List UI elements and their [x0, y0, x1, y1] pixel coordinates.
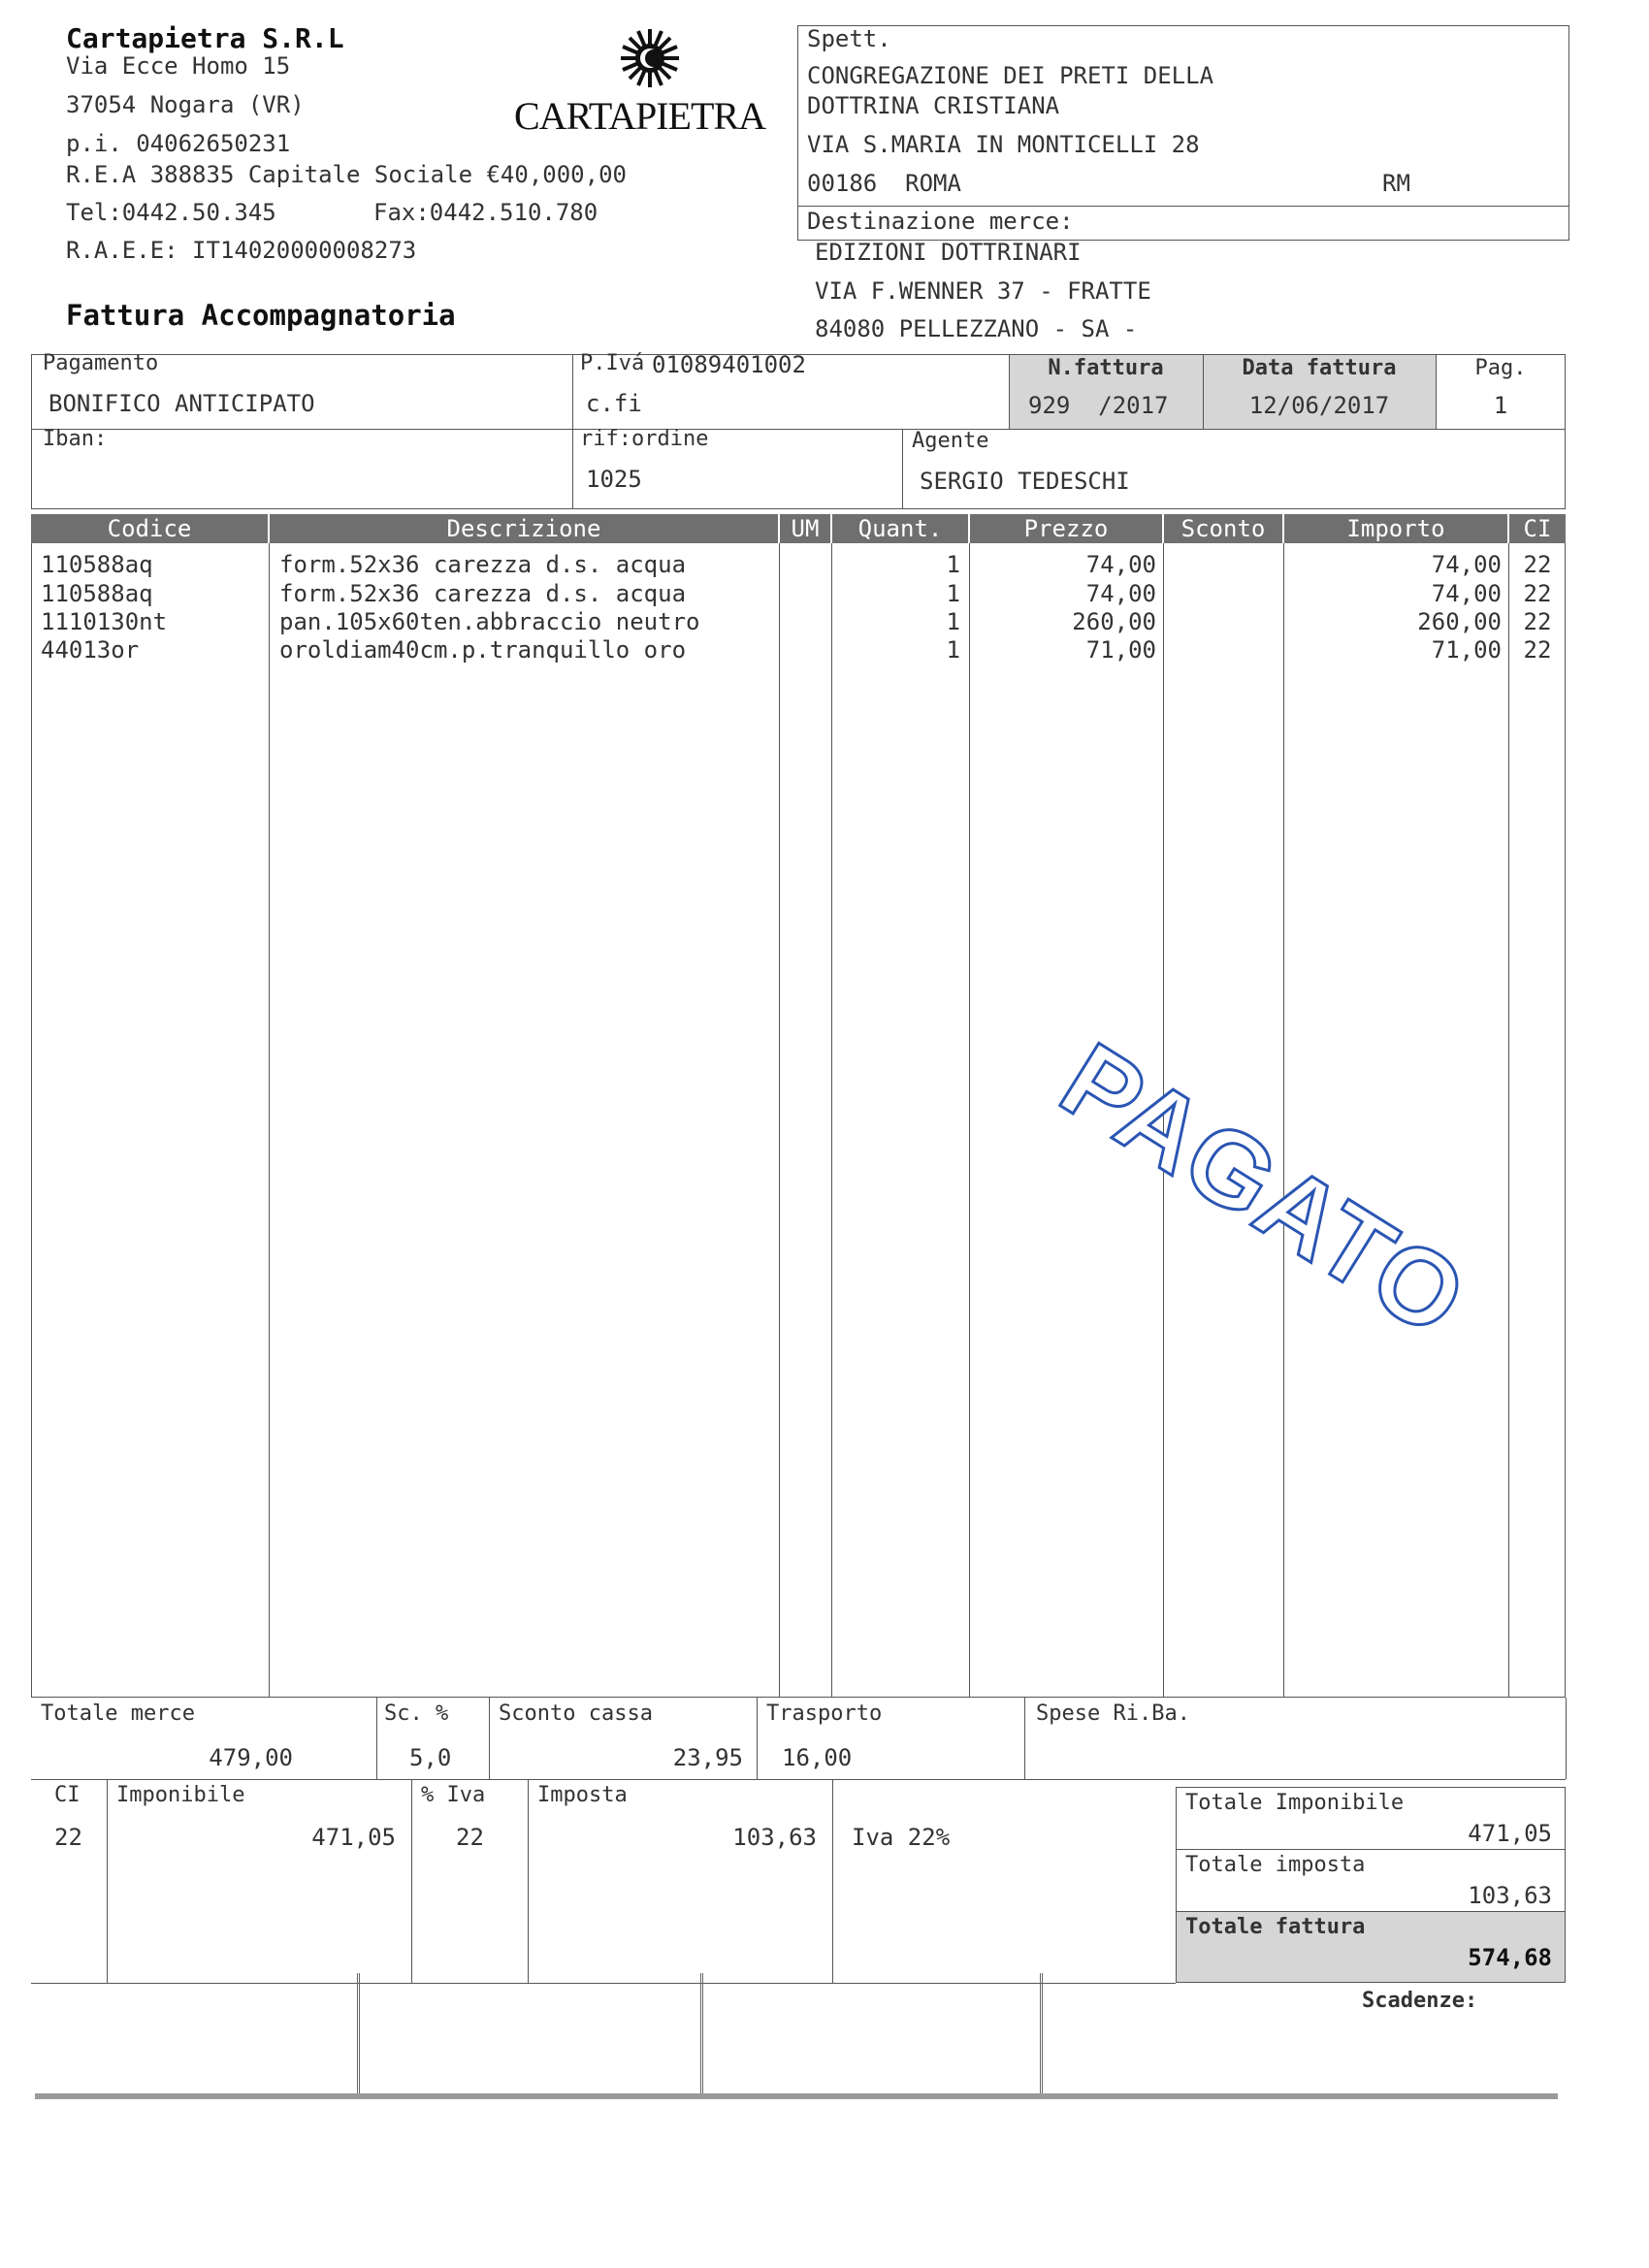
recipient-line3: VIA S.MARIA IN MONTICELLI 28 — [807, 131, 1200, 158]
rif-ordine-value: 1025 — [586, 466, 642, 493]
row-descrizione: form.52x36 carezza d.s. acqua — [279, 580, 687, 607]
row-quant: 1 — [946, 608, 960, 635]
recipient-line1: CONGREGAZIONE DEI PRETI DELLA — [807, 62, 1214, 89]
row-ci: 22 — [1523, 551, 1552, 578]
trasporto-value: 16,00 — [782, 1744, 853, 1771]
totale-fattura-label: Totale fattura — [1185, 1915, 1366, 1939]
totals-div-4 — [1024, 1698, 1025, 1779]
summary-divider-1 — [1176, 1849, 1566, 1850]
sconto-cassa-label: Sconto cassa — [499, 1701, 653, 1726]
iban-label: Iban: — [43, 427, 108, 451]
totale-fattura-value: 574,68 — [1468, 1944, 1552, 1971]
vat-ci-label: CI — [54, 1783, 81, 1807]
imponibile-value: 471,05 — [311, 1824, 396, 1851]
destination-line3: 84080 PELLEZZANO - SA - — [815, 315, 1138, 342]
row-codice: 110588aq — [41, 551, 153, 578]
row-prezzo: 74,00 — [1085, 580, 1156, 607]
info-grid-divider — [31, 429, 1566, 430]
iva-perc-value: 22 — [456, 1824, 484, 1851]
row-prezzo: 260,00 — [1072, 608, 1156, 635]
vat-bottom-line — [31, 1983, 1176, 1984]
vat-div-2 — [411, 1779, 412, 1983]
col-header-importo: Importo — [1284, 514, 1507, 543]
recipient-province: RM — [1382, 170, 1410, 197]
row-descrizione: form.52x36 carezza d.s. acqua — [279, 551, 687, 578]
company-rea: R.E.A 388835 Capitale Sociale €40,000,00 — [66, 161, 627, 188]
nfattura-value: 929 /2017 — [1028, 392, 1169, 419]
col-divider-4 — [969, 543, 970, 1698]
totals-div-1 — [376, 1698, 377, 1779]
company-name: Cartapietra S.R.L — [66, 22, 344, 54]
destination-line1: EDIZIONI DOTTRINARI — [815, 239, 1082, 266]
document-title: Fattura Accompagnatoria — [66, 299, 456, 332]
totale-imponibile-label: Totale Imponibile — [1185, 1791, 1405, 1815]
vat-ci-value: 22 — [54, 1824, 82, 1851]
row-quant: 1 — [946, 551, 960, 578]
company-fax: Fax:0442.510.780 — [373, 199, 598, 226]
piva-value: 01089401002 — [652, 351, 806, 378]
sun-logo-icon — [611, 27, 689, 89]
imposta-value: 103,63 — [732, 1824, 817, 1851]
recipient-divider — [797, 206, 1569, 207]
row-prezzo: 71,00 — [1085, 636, 1156, 664]
pag-value: 1 — [1493, 392, 1508, 419]
col-divider-7 — [1508, 543, 1509, 1698]
row-codice: 1110130nt — [41, 608, 168, 635]
scadenze-label: Scadenze: — [1362, 1989, 1478, 2013]
footer-mark-3 — [1040, 1973, 1043, 2099]
destination-label: Destinazione merce: — [807, 208, 1074, 235]
totals-div-3 — [757, 1698, 758, 1779]
totale-imposta-label: Totale imposta — [1185, 1853, 1366, 1877]
destination-line2: VIA F.WENNER 37 - FRATTE — [815, 277, 1151, 305]
totale-merce-value: 479,00 — [209, 1744, 293, 1771]
company-tel: Tel:0442.50.345 — [66, 199, 276, 226]
recipient-line2: DOTTRINA CRISTIANA — [807, 92, 1060, 119]
col-divider-2 — [779, 543, 780, 1698]
row-quant: 1 — [946, 636, 960, 664]
row-descrizione: oroldiam40cm.p.tranquillo oro — [279, 636, 687, 664]
col-divider-1 — [269, 543, 270, 1698]
company-pi: p.i. 04062650231 — [66, 130, 291, 157]
company-raee: R.A.E.E: IT14020000008273 — [66, 237, 417, 264]
cfi-label: c.fi — [586, 390, 642, 417]
company-logo-text: CARTAPIETRA — [514, 94, 765, 138]
col-divider-6 — [1283, 543, 1284, 1698]
col-header-prezzo: Prezzo — [970, 514, 1162, 543]
col-divider-3 — [831, 543, 832, 1698]
col-header-sconto: Sconto — [1164, 514, 1282, 543]
trasporto-label: Trasporto — [766, 1701, 883, 1726]
sconto-perc-value: 5,0 — [409, 1744, 452, 1771]
sconto-cassa-value: 23,95 — [672, 1744, 743, 1771]
piva-label: P.Ivá — [580, 351, 645, 375]
footer-mark-1 — [357, 1973, 360, 2099]
data-fattura-value: 12/06/2017 — [1248, 392, 1390, 419]
totale-imponibile-value: 471,05 — [1468, 1820, 1552, 1847]
col-header-um: UM — [780, 514, 830, 543]
vat-div-3 — [528, 1779, 529, 1983]
info-grid-col2 — [902, 429, 903, 509]
pagamento-label: Pagamento — [43, 351, 159, 375]
vat-div-1 — [107, 1779, 108, 1983]
data-fattura-label: Data fattura — [1242, 356, 1397, 380]
company-address: Via Ecce Homo 15 — [66, 52, 291, 80]
row-importo: 71,00 — [1431, 636, 1502, 664]
totals-div-2 — [489, 1698, 490, 1779]
pag-label: Pag. — [1474, 356, 1527, 380]
row-codice: 44013or — [41, 636, 140, 664]
row-importo: 74,00 — [1431, 551, 1502, 578]
totale-imposta-value: 103,63 — [1468, 1882, 1552, 1909]
imposta-label: Imposta — [537, 1783, 628, 1807]
row-ci: 22 — [1523, 580, 1552, 607]
nfattura-label: N.fattura — [1048, 356, 1164, 380]
items-table — [31, 514, 1566, 1698]
iva-description: Iva 22% — [852, 1824, 951, 1851]
spese-riba-label: Spese Ri.Ba. — [1036, 1701, 1190, 1726]
vat-div-4 — [832, 1779, 833, 1983]
imponibile-label: Imponibile — [116, 1783, 245, 1807]
sconto-perc-label: Sc. % — [384, 1701, 449, 1726]
row-prezzo: 74,00 — [1085, 551, 1156, 578]
rif-ordine-label: rif:ordine — [580, 427, 709, 451]
row-ci: 22 — [1523, 636, 1552, 664]
info-grid-col1 — [572, 354, 573, 509]
iva-perc-label: % Iva — [421, 1783, 486, 1807]
col-header-ci: CI — [1509, 514, 1566, 543]
col-header-descrizione: Descrizione — [270, 514, 778, 543]
row-ci: 22 — [1523, 608, 1552, 635]
agente-value: SERGIO TEDESCHI — [920, 468, 1130, 495]
company-city: 37054 Nogara (VR) — [66, 91, 305, 118]
bottom-rule — [35, 2093, 1558, 2099]
row-descrizione: pan.105x60ten.abbraccio neutro — [279, 608, 700, 635]
pagamento-value: BONIFICO ANTICIPATO — [48, 390, 315, 417]
recipient-label: Spett. — [807, 25, 891, 52]
totals-bottom-line — [31, 1779, 1566, 1780]
col-header-codice: Codice — [31, 514, 268, 543]
totals-right-edge — [1566, 1698, 1567, 1779]
totale-merce-label: Totale merce — [41, 1701, 195, 1726]
agente-label: Agente — [912, 429, 989, 453]
footer-mark-2 — [700, 1973, 703, 2099]
row-importo: 260,00 — [1417, 608, 1502, 635]
row-quant: 1 — [946, 580, 960, 607]
paid-stamp: PAGATO — [1041, 1020, 1487, 1361]
recipient-cap-city: 00186 ROMA — [807, 170, 961, 197]
col-header-quant: Quant. — [832, 514, 968, 543]
row-codice: 110588aq — [41, 580, 153, 607]
row-importo: 74,00 — [1431, 580, 1502, 607]
